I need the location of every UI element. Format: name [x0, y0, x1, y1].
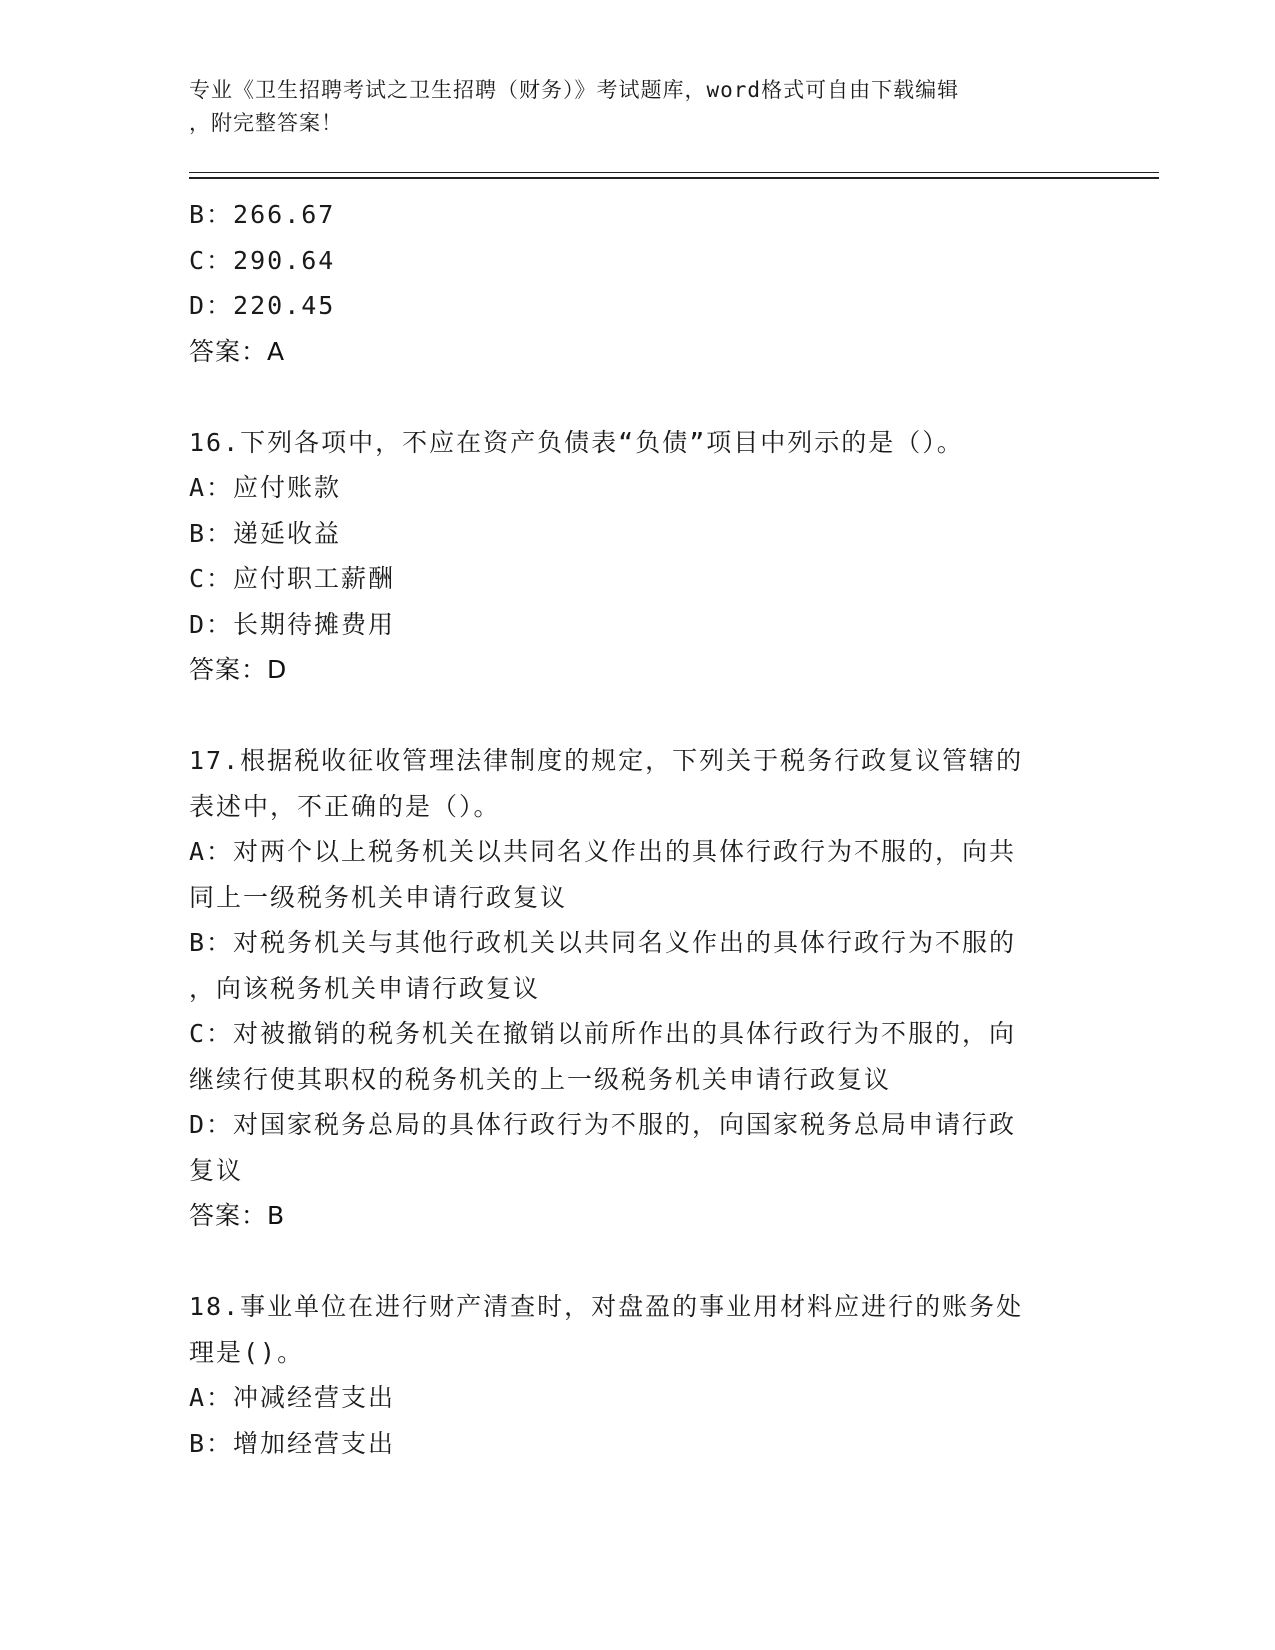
option-b: B：266.67: [189, 200, 336, 229]
question-stem-line: 18.事业单位在进行财产清查时，对盘盈的事业用材料应进行的账务处: [189, 1292, 1024, 1321]
option-c: C：290.64: [189, 245, 336, 275]
question-stem: 16.下列各项中，不应在资产负债表“负债”项目中列示的是（）。: [189, 427, 964, 457]
option-c: C：应付职工薪酬: [189, 564, 396, 593]
option-b: B：递延收益: [189, 518, 342, 548]
option-b-line: B：对税务机关与其他行政机关以共同名义作出的具体行政行为不服的: [189, 928, 1017, 957]
option-a-line: A：对两个以上税务机关以共同名义作出的具体行政行为不服的，向共: [189, 837, 1017, 866]
question-stem-line: 理是()。: [189, 1337, 305, 1367]
answer-line: 答案：B: [189, 1201, 286, 1230]
option-b-line: ，向该税务机关申请行政复议: [189, 973, 541, 1003]
option-d-line: 复议: [189, 1155, 244, 1185]
answer-line: 答案：D: [189, 655, 288, 684]
header-divider-thin: [189, 172, 1159, 173]
option-d: D：长期待摊费用: [189, 609, 396, 639]
option-c-line: C：对被撤销的税务机关在撤销以前所作出的具体行政行为不服的，向: [189, 1019, 1017, 1048]
header-title-line-2: ，附完整答案！: [189, 111, 343, 135]
question-18: [189, 1284, 1089, 1466]
option-a-line: 同上一级税务机关申请行政复议: [189, 882, 568, 912]
option-a: A：冲减经营支出: [189, 1383, 396, 1412]
document-header: [189, 74, 1069, 140]
option-b: B：增加经营支出: [189, 1428, 396, 1458]
option-d: D：220.45: [189, 291, 336, 320]
answer-line: 答案：A: [189, 336, 286, 366]
option-d-line: D：对国家税务总局的具体行政行为不服的，向国家税务总局申请行政: [189, 1110, 1017, 1139]
option-c-line: 继续行使其职权的税务机关的上一级税务机关申请行政复议: [189, 1064, 892, 1094]
question-17: [189, 738, 1089, 1239]
question-stem-line: 17.根据税收征收管理法律制度的规定，下列关于税务行政复议管辖的: [189, 746, 1024, 775]
option-a: A：应付账款: [189, 473, 342, 502]
question-16: [189, 420, 1089, 693]
question-content: [189, 192, 1089, 1466]
previous-question-tail: [189, 192, 1089, 374]
header-title-line-1: 专业《卫生招聘考试之卫生招聘（财务）》考试题库，word格式可自由下载编辑: [189, 78, 960, 102]
header-divider-thick: [189, 177, 1159, 179]
question-stem-line: 表述中，不正确的是（）。: [189, 791, 501, 821]
